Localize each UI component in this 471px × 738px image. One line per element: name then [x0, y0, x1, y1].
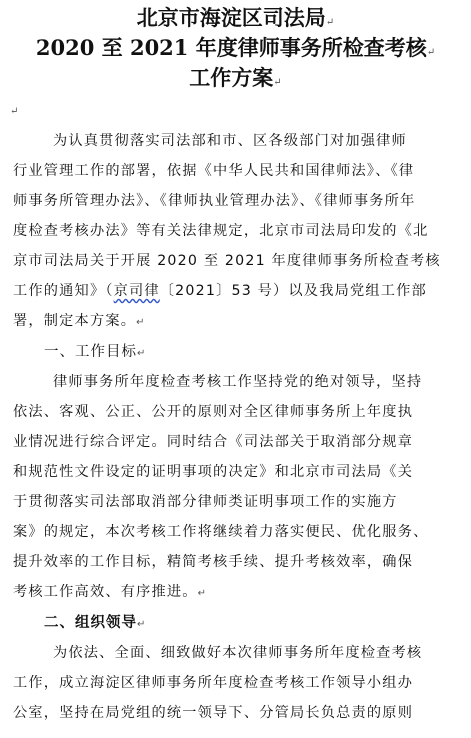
section2-line-1: 为依法、全面、细致做好本次律师事务所年度检查考核 — [53, 645, 423, 661]
intro-line-4: 度检查考核办法》等有关法律规定，北京市司法局印发的《北 — [13, 223, 429, 239]
intro-line-5: 京市司法局关于开展 2020 至 2021 年度律师事务所检查考核 — [13, 253, 441, 269]
spellcheck-flag: 京司律 — [113, 283, 160, 299]
section-heading-2: 二、组织领导↵ — [44, 615, 147, 631]
paragraph-mark-icon: ↵ — [137, 619, 147, 630]
section1-line-8: 考核工作高效、有序推进。↵ — [13, 584, 208, 600]
section1-line-7: 提升效率的工作目标，精简考核手续、提升考核效率，确保 — [13, 554, 414, 570]
intro-line-2: 行业管理工作的部署，依据《中华人民共和国律师法》、《律 — [13, 163, 415, 179]
paragraph-mark-icon: ↵ — [426, 47, 436, 58]
section1-line-1: 律师事务所年度检查考核工作坚持党的绝对领导，坚持 — [53, 374, 423, 390]
section-heading-1: 一、工作目标↵ — [44, 344, 147, 360]
intro-line-3: 师事务所管理办法》、《律师执业管理办法》、《律师事务所年 — [13, 193, 416, 209]
paragraph-mark-icon: ↵ — [273, 77, 282, 88]
paragraph-mark-icon: ↵ — [325, 17, 335, 28]
paragraph-mark-icon: ↵ — [197, 588, 208, 599]
section1-line-5: 于贯彻落实司法部取消部分律师类证明事项工作的实施方 — [13, 494, 398, 510]
document-title-line-2: 2020 至 2021 年度律师事务所检查考核↵ — [35, 35, 436, 60]
section2-line-2: 工作，成立海淀区律师事务所年度检查考核工作领导小组办 — [13, 675, 414, 691]
paragraph-mark-icon: ↵ — [137, 348, 147, 359]
paragraph-mark-icon: ↵ — [10, 106, 19, 117]
section1-line-4: 和规范性文件设定的证明事项的决定》和北京市司法局《关 — [13, 464, 414, 480]
section1-line-6: 案》的规定，本次考核工作将继续着力落实便民、优化服务、 — [13, 524, 429, 540]
section1-line-2: 依法、客观、公正、公开的原则对全区律师事务所上年度执 — [13, 404, 414, 420]
document-title-line-1: 北京市海淀区司法局↵ — [136, 5, 335, 30]
paragraph-mark-icon: ↵ — [136, 317, 146, 328]
document-title-line-3: 工作方案↵ — [189, 65, 282, 90]
section1-line-3: 业情况进行综合评定。同时结合《司法部关于取消部分规章 — [13, 434, 414, 450]
intro-line-7: 署，制定本方案。↵ — [13, 313, 146, 329]
section2-line-3: 公室，坚持在局党组的统一领导下、分管局长负总责的原则 — [13, 705, 414, 721]
intro-line-1: 为认真贯彻落实司法部和市、区各级部门对加强律师 — [53, 133, 407, 149]
intro-line-6: 工作的通知》（京司律〔2021〕53 号）以及我局党组工作部 — [13, 283, 427, 299]
